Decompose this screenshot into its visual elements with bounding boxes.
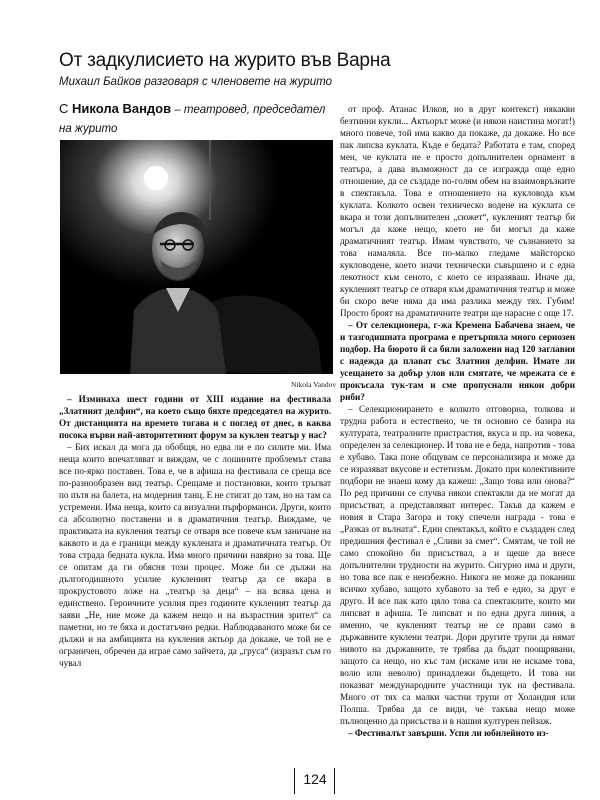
interview-question: – Фестивалът завърши. Успя ли юбилейното из- <box>348 728 549 738</box>
interview-question: – Изминаха шест години от XIII издание на фестивала „Златният делфин“, на което също бяхте председател на журито. От дистанцията на времето тогава и с поглед от днес, в каква посока върви най-авторитетният форум за куклен театър у нас? <box>59 394 331 440</box>
article-title: От задкулисието на журито във Варна <box>59 50 391 71</box>
left-column <box>59 393 331 771</box>
interviewee-photo <box>60 140 333 374</box>
interview-answer: от проф. Атанас Илков, но в друг контекст) някакви безтинни кукли... Актьорът може (и някои наистина могат!) много повече, той има какво да покаже, да докаже. Но все пак липсва куклата. Къде е бедата? Работата е там, според мен, че куклата не е просто допълнителен орнамент в театъра, а дава възможност да се изгражда още едно отношение, да се създаде по-голям обем на взаимовръзките в спектакъла. Това е отношението на кукловода към куклата. Колкото освен техническо водене на куклата се вкара и този допълнителен „сюжет“, кукленият театър би могъл да каже нещо, което не би могъл да каже драматичният театър. Имам чувството, че съзнанието за това намаляла. Все по-малко гледаме майсторско кукловодене, което значи технически съвършено и с една лекотност към сеното, с което се изразяваш. Иначе да, кукленият театър се отваря към драматичния театър и може би скоро вече няма да има разлика между тях. Губим! Просто броят на драматичните театри ще нарасне с още 17. <box>340 104 575 318</box>
interview-answer: – Селекционирането е колкото отговорна, толкова и трудна работа и естествено, че тя основно се базира на културата, театралните пристрастия, вкуса и пр. на човека, определен за селекционер. И това не е беда, напротив - това е хубаво. Така поне общувам се персонализира и може да се изразяват вкусове и естетизъм. Докато при колективните подбори не знаеш кому да кажеш: „Защо това или онова?“ По ред причини се случва някои спектакли да не могат да присъстват, а представляват интерес. Такъв да кажем е новия в Стара Загора и току спечели награда - това е „Разказ от вълната“. Един спектакъл, който е създаден след предишния фестивал е „Сливи за смет“. Смятам, че той не само спокойно би присъствал, а и щеше да внесе допълнителни трудности на журито. Сигурно има и други, но това все пак е неизбежно. Никога не може да поканиш всичко хубаво, защото хубавото за теб е едно, за друг е друго. И все пак като цяло това са спектаклите, които ми липсват в афиша. Те липсват и по една друга линия, а именно, че кукленият театър не се прави само в държавните куклени театри. Дори другите трупи да нямат нивото на държавните, те трябва да бъдат поощрявани, защото са нещо, но къс там (искаме или не искаме това, волю или неволю) принадлежи бъдещето. И това ни показват международните участници тук на фестивала. Много от тях са малки частни трупи от Холандия или Полша. Трябва да се види, че такъва нещо може пълноценно да присъства и в нашия културен пейзаж. <box>340 404 575 726</box>
interview-heading <box>59 100 329 138</box>
page-number: 124 <box>303 771 327 787</box>
photo-caption: Nikola Vandov <box>291 380 337 389</box>
interviewee-role: – театровед, председател на журито <box>59 104 326 135</box>
interviewee-name: Никола Вандов <box>72 101 172 116</box>
interview-question: – От селекционера, г-жа Кремена Бабачева знаем, че и тазгодишната програма е претърпяла много сериозен подбор. На бюрото й са били заложени над 120 заглавия с надежда да плават със Златния делфин. Имате ли усещането за добър улов или смятате, че мрежата се е прокъсала тук-там и сме пропуснали някои добри риби? <box>340 320 575 402</box>
folio-rule-left <box>294 768 295 794</box>
interview-prefix: С <box>59 101 69 116</box>
folio-rule-right <box>334 768 335 794</box>
article-subtitle: Михаил Байков разговаря с членовете на журито <box>59 76 332 88</box>
right-column <box>340 103 575 780</box>
interview-answer: – Бих искал да мога да обобщя, но едва ли е по силите ми. Има неща които впечатляват и виждам, че с лошините проблемът става все по-ярко поставен. Това е, че в афиша на фестивала се среща все по-разнообразен вид театър. Срещаме и постановки, които тръгват по пътя на балета, на модерния танц. Е не стигат до там, но на там са устремени. Има неща, които са визуални пърформанси. Други, които са абсолютно поставени и в драматичния театър. Виждаме, че практиката на кукления театър се отваря все повече към заничане на каквото и да е граници между куклената и драматичната театър. От това страда бедната кукла. Има много причини навярно за това. Ще се опитам да ги обясня този процес. Може би се дължи на дългогодишното усилие кукленият театър да се вкара в прокрустовото ложе на „театър за деца“ – на всяка цена и единствено. Героичните усилия през годините кукленият театър да заяви „Не, ние може да кажем нещо и на възрастния зрител“ са паметни, но те бяха и достатъчно редки. Наблюдаваното може би се дължи и на амбицията на кукления актьор да докаже, че той не е ограничен, обречен да играе само зайчета, да „груса“ (изразът съм го чувал <box>59 442 331 668</box>
